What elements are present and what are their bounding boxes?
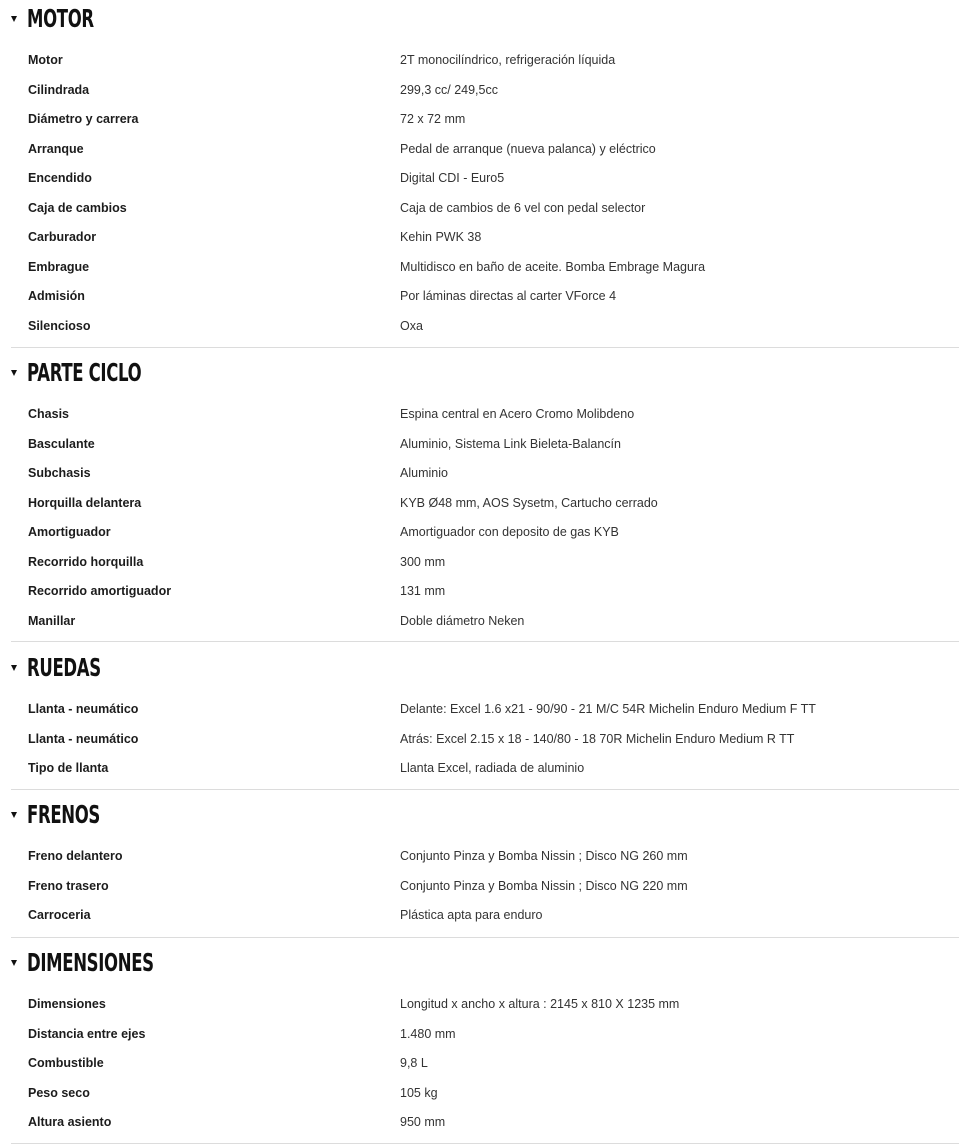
spec-value: Conjunto Pinza y Bomba Nissin ; Disco NG 220 mm (400, 878, 688, 893)
spec-row (0, 75, 961, 105)
spec-value: Doble diámetro Neken (400, 613, 525, 628)
spec-row (0, 724, 961, 754)
spec-row (0, 841, 961, 871)
spec-row (0, 134, 961, 164)
section-divider (11, 789, 959, 790)
spec-label: Arranque (28, 141, 84, 156)
spec-value: Espina central en Acero Cromo Molibdeno (400, 407, 635, 421)
spec-row (0, 1107, 961, 1137)
spec-row (0, 871, 961, 901)
spec-section-ruedas (0, 651, 961, 783)
section-divider (11, 641, 959, 642)
section-title: PARTE CICLO (27, 358, 142, 387)
spec-value: Aluminio, Sistema Link Bieleta-Balancín (400, 436, 621, 451)
spec-row (0, 694, 961, 724)
spec-row (0, 1048, 961, 1078)
spec-row (0, 193, 961, 223)
spec-label: Embrague (28, 259, 90, 274)
section-title: DIMENSIONES (27, 948, 154, 977)
caret-down-icon (11, 960, 17, 966)
spec-row (0, 399, 961, 429)
spec-label: Silencioso (28, 318, 91, 333)
spec-table (0, 832, 961, 930)
spec-label: Peso seco (28, 1085, 90, 1100)
spec-value: 9,8 L (400, 1056, 428, 1070)
spec-value: 72 x 72 mm (400, 112, 466, 126)
section-divider (11, 937, 959, 938)
spec-row (0, 606, 961, 636)
spec-label: Altura asiento (28, 1115, 112, 1129)
spec-row (0, 1078, 961, 1108)
spec-value: Por láminas directas al carter VForce 4 (400, 289, 617, 303)
spec-label: Freno trasero (28, 878, 109, 893)
caret-down-icon (11, 370, 17, 376)
spec-label: Basculante (28, 436, 95, 451)
spec-label: Diámetro y carrera (28, 112, 139, 126)
spec-row (0, 547, 961, 577)
section-title: FRENOS (27, 800, 100, 829)
section-divider (11, 1143, 959, 1144)
section-toggle[interactable] (0, 946, 961, 980)
spec-value: 950 mm (400, 1115, 446, 1129)
spec-value: Caja de cambios de 6 vel con pedal selector (400, 200, 646, 215)
spec-label: Distancia entre ejes (28, 1026, 146, 1041)
spec-value: 105 kg (400, 1085, 438, 1100)
section-toggle[interactable] (0, 2, 961, 36)
caret-down-icon (11, 665, 17, 671)
spec-row (0, 576, 961, 606)
spec-row (0, 104, 961, 134)
spec-label: Encendido (28, 171, 92, 185)
spec-row (0, 311, 961, 341)
section-title: MOTOR (27, 4, 94, 33)
spec-label: Chasis (28, 407, 69, 421)
spec-value: Plástica apta para enduro (400, 908, 543, 922)
spec-label: Llanta - neumático (28, 731, 139, 746)
spec-label: Amortiguador (28, 525, 111, 539)
spec-table (0, 36, 961, 340)
section-title: RUEDAS (27, 653, 101, 682)
spec-value: Llanta Excel, radiada de aluminio (400, 761, 585, 775)
spec-row (0, 989, 961, 1019)
spec-value: Multidisco en baño de aceite. Bomba Embrage Magura (400, 259, 706, 274)
spec-value: 2T monocilíndrico, refrigeración líquida (400, 53, 616, 67)
spec-row (0, 281, 961, 311)
spec-label: Carroceria (28, 908, 91, 922)
spec-value: Atrás: Excel 2.15 x 18 - 140/80 - 18 70R Michelin Enduro Medium R TT (400, 731, 795, 746)
spec-value: Conjunto Pinza y Bomba Nissin ; Disco NG 260 mm (400, 849, 688, 863)
spec-value: Aluminio (400, 466, 448, 480)
spec-row (0, 900, 961, 930)
spec-label: Combustible (28, 1056, 104, 1070)
spec-row (0, 252, 961, 282)
spec-label: Caja de cambios (28, 200, 127, 215)
spec-label: Subchasis (28, 466, 91, 480)
spec-row (0, 517, 961, 547)
spec-value: 131 mm (400, 584, 446, 598)
spec-table (0, 390, 961, 635)
section-divider (11, 347, 959, 348)
spec-label: Recorrido amortiguador (28, 584, 172, 598)
spec-value: Amortiguador con deposito de gas KYB (400, 525, 619, 539)
spec-table (0, 980, 961, 1137)
spec-label: Llanta - neumático (28, 702, 139, 716)
spec-value: 1.480 mm (400, 1026, 456, 1041)
section-toggle[interactable] (0, 651, 961, 685)
spec-label: Freno delantero (28, 849, 123, 863)
spec-section-dimensiones (0, 946, 961, 1137)
spec-value: 300 mm (400, 554, 446, 569)
spec-row (0, 45, 961, 75)
spec-label: Horquilla delantera (28, 495, 142, 510)
section-toggle[interactable] (0, 798, 961, 832)
caret-down-icon (11, 812, 17, 818)
spec-value: Delante: Excel 1.6 x21 - 90/90 - 21 M/C 54R Michelin Enduro Medium F TT (400, 702, 816, 716)
caret-down-icon (11, 16, 17, 22)
spec-value: 299,3 cc/ 249,5cc (400, 82, 498, 97)
spec-value: Digital CDI - Euro5 (400, 171, 505, 185)
spec-table (0, 685, 961, 783)
spec-value: Longitud x ancho x altura : 2145 x 810 X 1235 mm (400, 997, 680, 1011)
spec-section-parte-ciclo (0, 356, 961, 635)
spec-row (0, 429, 961, 459)
spec-label: Recorrido horquilla (28, 554, 144, 569)
spec-label: Cilindrada (28, 82, 90, 97)
spec-label: Motor (28, 53, 63, 67)
spec-row (0, 163, 961, 193)
spec-row (0, 488, 961, 518)
spec-label: Tipo de llanta (28, 761, 109, 775)
spec-value: Pedal de arranque (nueva palanca) y eléctrico (400, 141, 656, 156)
spec-section-motor (0, 2, 961, 340)
spec-label: Dimensiones (28, 997, 106, 1011)
spec-row (0, 458, 961, 488)
spec-row (0, 1019, 961, 1049)
spec-row (0, 753, 961, 783)
spec-value: Oxa (400, 318, 423, 333)
spec-label: Manillar (28, 613, 76, 628)
spec-value: KYB Ø48 mm, AOS Sysetm, Cartucho cerrado (400, 495, 658, 510)
spec-label: Carburador (28, 230, 97, 244)
spec-section-frenos (0, 798, 961, 930)
spec-row (0, 222, 961, 252)
spec-value: Kehin PWK 38 (400, 230, 482, 244)
spec-label: Admisión (28, 289, 85, 303)
section-toggle[interactable] (0, 356, 961, 390)
